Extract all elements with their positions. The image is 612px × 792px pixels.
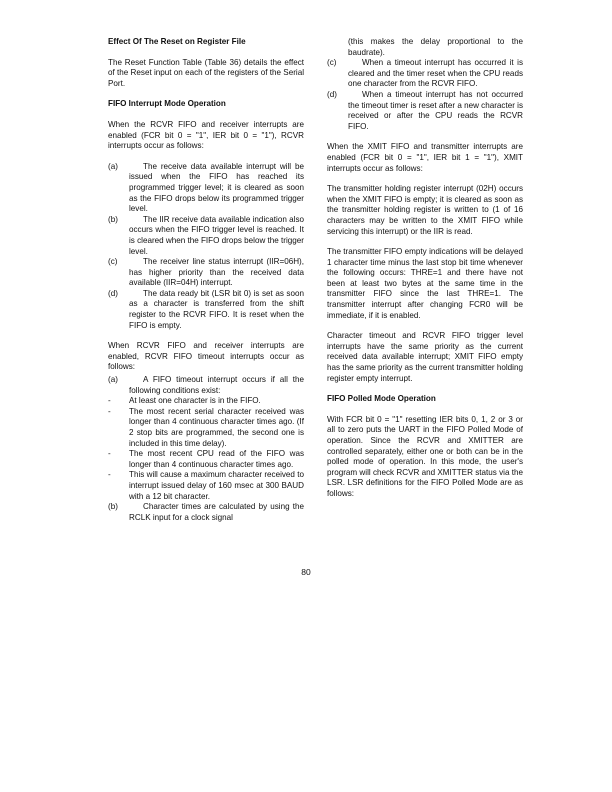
dash-item: - At least one character is in the FIFO.: [108, 396, 261, 406]
paragraph-polled-mode: With FCR bit 0 = "1" resetting IER bits 0, 1, 2 or 3 or all to zero puts the UART in the FIFO Polled Mode of operation. Since the RCVR and XMITTER are controlled separately, either one or both can be in the polled mode of operation. In this mode, the user's program will check RCVR and XMITTER status via the LSR. LSR definitions for the FIFO Polled Mode are as follows:: [327, 414, 523, 498]
list-item: (b) Character times are calculated by using the RCLK input for a clock signal: [108, 502, 304, 522]
list-item: (a) The receive data available interrupt will be issued when the FIFO has reached its programmed trigger level; it is cleared as soon as the FIFO drops below its programmed trigger level.: [108, 161, 304, 214]
list-item: (a) A FIFO timeout interrupt occurs if all the following conditions exist:: [108, 375, 304, 395]
list-item: (b) The IIR receive data available indication also occurs when the FIFO trigger level is reached. It is cleared when the FIFO drops below the trigger level.: [108, 214, 304, 256]
paragraph-thr-interrupt: The transmitter holding register interrupt (02H) occurs when the XMIT FIFO is empty; it is cleared as soon as the transmitter holding register is written to (1 of 16 characters may be written to the XMIT FIFO while servicing this interrupt) or the IIR is read.: [327, 184, 523, 236]
paragraph-timeout-intro: When RCVR FIFO and receiver interrupts are enabled, RCVR FIFO timeout interrupts occur as follows:: [108, 341, 304, 372]
heading-reset: Effect Of The Reset on Register File: [108, 37, 246, 46]
list-item: (d) When a timeout interrupt has not occurred the timeout timer is reset after a new character is received or after the CPU reads the RCVR FIFO.: [327, 89, 523, 131]
page-number: 80: [301, 567, 311, 577]
dash-item: - The most recent serial character received was longer than 4 continuous character times ago. (If 2 stop bits are programmed, the second one is included in this time delay).: [108, 406, 304, 448]
paragraph-xmit-intro: When the XMIT FIFO and transmitter interrupts are enabled (FCR bit 0 = "1", IER bit 1 = "1"), XMIT interrupts occur as follows:: [327, 142, 523, 173]
dash-item: - This will cause a maximum character received to interrupt issued delay of 160 msec at 300 BAUD with a 12 bit character.: [108, 470, 304, 501]
heading-fifo-polled: FIFO Polled Mode Operation: [327, 394, 436, 404]
paragraph-fifo-empty: The transmitter FIFO empty indications will be delayed 1 character time minus the last stop bit time whenever the following occurs: THRE=1 and there have not been at least two bytes at the same time in the transmitter FIFO since the last THRE=1. The transmitter interrupt after changing FCR0 will be immediate, if it is enabled.: [327, 247, 523, 320]
list-item: (c) The receiver line status interrupt (IIR=06H), has higher priority than the received data available (IIR=04H) interrupt.: [108, 257, 304, 288]
paragraph-rcvr-intro: When the RCVR FIFO and receiver interrupts are enabled (FCR bit 0 = "1", IER bit 0 = "1"), RCVR interrupts occur as follows:: [108, 119, 304, 151]
paragraph-reset: The Reset Function Table (Table 36) details the effect of the Reset input on each of the registers of the Serial Port.: [108, 57, 304, 88]
list-item: (d) The data ready bit (LSR bit 0) is set as soon as a character is transferred from the shift register to the RCVR FIFO. It is reset when the FIFO is empty.: [108, 288, 304, 330]
right-column: [327, 37, 523, 510]
heading-fifo-interrupt: FIFO Interrupt Mode Operation: [108, 99, 226, 109]
list-item-continuation: (this makes the delay proportional to the baudrate).: [348, 37, 523, 57]
paragraph-priority: Character timeout and RCVR FIFO trigger level interrupts have the same priority as the current received data available interrupt; XMIT FIFO empty has the same priority as the current transmitter holding register empty interrupt.: [327, 331, 523, 383]
dash-item: - The most recent CPU read of the FIFO was longer than 4 continuous character times ago.: [108, 449, 304, 469]
list-item: (c) When a timeout interrupt has occurred it is cleared and the timer reset when the CPU reads one character from the RCVR FIFO.: [327, 58, 523, 89]
left-column: [108, 37, 304, 523]
